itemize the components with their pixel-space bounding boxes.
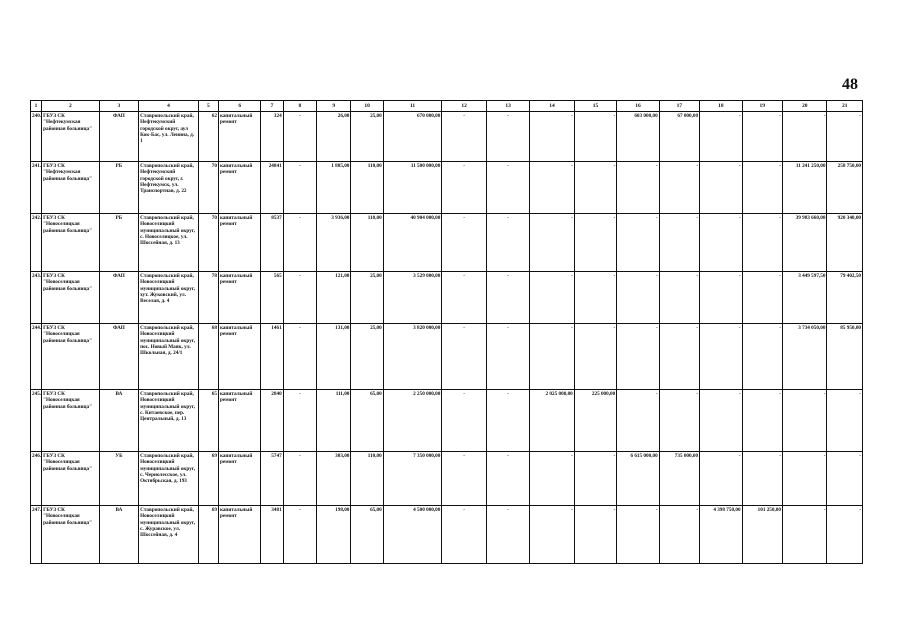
- table-cell-col2: ГБУЗ СК "Новоселицкая районная больница": [42, 506, 100, 564]
- table-cell-col1: 245.: [31, 390, 42, 452]
- table-row: [31, 324, 863, 390]
- table-cell-col5: 69: [198, 506, 218, 564]
- table-cell-col18: -: [700, 272, 742, 324]
- table-cell-col17: -: [659, 324, 699, 390]
- table-cell-col11: 11 500 000,00: [383, 162, 442, 214]
- table-cell-col15: -: [574, 324, 616, 390]
- table-cell-col7: 24841: [261, 162, 283, 214]
- table-cell-col3: РБ: [99, 162, 138, 214]
- table-cell-col16: -: [617, 324, 659, 390]
- table-cell-col5: 62: [198, 112, 218, 162]
- table-cell-col3: ФАП: [99, 112, 138, 162]
- register-table: [30, 100, 863, 564]
- table-cell-col2: ГБУЗ СК "Новоселицкая районная больница": [42, 452, 100, 506]
- table-cell-col19: -: [742, 214, 782, 272]
- table-cell-col6: капитальный ремонт: [218, 272, 260, 324]
- table-cell-col16: 6 615 000,00: [617, 452, 659, 506]
- table-cell-col10: 25,00: [351, 112, 383, 162]
- table-cell-col12: -: [442, 506, 486, 564]
- table-row: [31, 214, 863, 272]
- table-cell-col17: 735 000,00: [659, 452, 699, 506]
- table-cell-col17: 67 000,00: [659, 112, 699, 162]
- table-cell-col17: -: [659, 214, 699, 272]
- table-cell-col7: 5747: [261, 452, 283, 506]
- table-cell-col12: -: [442, 162, 486, 214]
- table-cell-col7: 565: [261, 272, 283, 324]
- table-cell-col16: 603 000,00: [617, 112, 659, 162]
- table-cell-col19: -: [742, 112, 782, 162]
- table-cell-col21: -: [827, 390, 863, 452]
- table-cell-col10: 25,00: [351, 324, 383, 390]
- table-cell-col18: 4 398 750,00: [700, 506, 742, 564]
- table-cell-col15: -: [574, 452, 616, 506]
- table-cell-col3: ФАП: [99, 272, 138, 324]
- table-cell-col20: -: [782, 506, 826, 564]
- table-cell-col8: -: [283, 324, 316, 390]
- table-cell-col1: 246.: [31, 452, 42, 506]
- column-header-18: 18: [700, 101, 742, 112]
- table-cell-col20: 3 734 050,00: [782, 324, 826, 390]
- table-cell-col9: 1 885,00: [317, 162, 351, 214]
- table-cell-col6: капитальный ремонт: [218, 324, 260, 390]
- table-cell-col19: 101 250,00: [742, 506, 782, 564]
- column-header-3: 3: [99, 101, 138, 112]
- table-cell-col6: капитальный ремонт: [218, 506, 260, 564]
- table-cell-col21: 79 402,50: [827, 272, 863, 324]
- table-cell-col21: -: [827, 112, 863, 162]
- table-row: [31, 272, 863, 324]
- column-header-11: 11: [383, 101, 442, 112]
- column-header-13: 13: [486, 101, 529, 112]
- table-cell-col5: 70: [198, 214, 218, 272]
- header-row: [31, 101, 863, 112]
- table-cell-col13: -: [486, 272, 529, 324]
- table-cell-col13: -: [486, 506, 529, 564]
- table-cell-col21: 85 950,00: [827, 324, 863, 390]
- table-cell-col11: 670 000,00: [383, 112, 442, 162]
- table-cell-col4: Ставропольский край, Новоселицкий муниципальный округ, с. Журавское, ул. Шоссейная, д. 4: [139, 506, 199, 564]
- table-cell-col17: -: [659, 272, 699, 324]
- table-cell-col13: -: [486, 214, 529, 272]
- table-cell-col4: Ставропольский край, Новоселицкий муниципальный округ, с. Новоселицкое, ул. Шоссейная, д. 13: [139, 214, 199, 272]
- table-cell-col13: -: [486, 390, 529, 452]
- table-cell-col18: -: [700, 324, 742, 390]
- table-cell-col20: -: [782, 390, 826, 452]
- table-cell-col14: -: [530, 324, 574, 390]
- table-cell-col13: -: [486, 324, 529, 390]
- table-cell-col19: -: [742, 162, 782, 214]
- table-cell-col2: ГБУЗ СК "Новоселицкая районная больница": [42, 390, 100, 452]
- table-cell-col8: -: [283, 390, 316, 452]
- table-cell-col17: -: [659, 390, 699, 452]
- table-cell-col11: 3 529 000,00: [383, 272, 442, 324]
- table-cell-col16: -: [617, 390, 659, 452]
- table-cell-col4: Ставропольский край, Нефтекумский городской округ, аул Кок-Бас, ул. Ленина, д. 1: [139, 112, 199, 162]
- table-cell-col2: ГБУЗ СК "Новоселицкая районная больница": [42, 324, 100, 390]
- table-row: [31, 390, 863, 452]
- table-cell-col15: -: [574, 214, 616, 272]
- table-cell-col6: капитальный ремонт: [218, 452, 260, 506]
- table-row: [31, 162, 863, 214]
- table-cell-col11: 4 500 000,00: [383, 506, 442, 564]
- column-header-2: 2: [42, 101, 100, 112]
- table-cell-col5: 78: [198, 272, 218, 324]
- table-cell-col15: -: [574, 112, 616, 162]
- table-cell-col5: 69: [198, 452, 218, 506]
- table-cell-col1: 240.: [31, 112, 42, 162]
- table-cell-col19: -: [742, 272, 782, 324]
- table-cell-col3: УБ: [99, 452, 138, 506]
- column-header-7: 7: [261, 101, 283, 112]
- table-cell-col1: 241.: [31, 162, 42, 214]
- table-cell-col8: -: [283, 506, 316, 564]
- table-row: [31, 112, 863, 162]
- table-cell-col8: -: [283, 162, 316, 214]
- table-cell-col18: -: [700, 214, 742, 272]
- column-header-12: 12: [442, 101, 486, 112]
- table-cell-col1: 244.: [31, 324, 42, 390]
- table-cell-col10: 65,00: [351, 506, 383, 564]
- table-cell-col16: -: [617, 214, 659, 272]
- table-cell-col6: капитальный ремонт: [218, 390, 260, 452]
- column-header-1: 1: [31, 101, 42, 112]
- table-cell-col12: -: [442, 272, 486, 324]
- table-cell-col14: -: [530, 506, 574, 564]
- table-cell-col5: 68: [198, 324, 218, 390]
- table-cell-col9: 198,00: [317, 506, 351, 564]
- table-cell-col3: ВА: [99, 506, 138, 564]
- table-cell-col10: 110,00: [351, 162, 383, 214]
- table-cell-col12: -: [442, 390, 486, 452]
- table-cell-col7: 324: [261, 112, 283, 162]
- table-cell-col6: капитальный ремонт: [218, 214, 260, 272]
- table-cell-col17: -: [659, 506, 699, 564]
- table-cell-col15: 225 000,00: [574, 390, 616, 452]
- table-cell-col14: -: [530, 452, 574, 506]
- table-cell-col3: ФАП: [99, 324, 138, 390]
- table-cell-col20: 11 241 250,00: [782, 162, 826, 214]
- table-cell-col1: 242.: [31, 214, 42, 272]
- table-cell-col21: -: [827, 452, 863, 506]
- table-cell-col12: -: [442, 214, 486, 272]
- column-header-19: 19: [742, 101, 782, 112]
- table-cell-col20: 39 983 660,00: [782, 214, 826, 272]
- table-cell-col13: -: [486, 452, 529, 506]
- table-cell-col9: 303,00: [317, 452, 351, 506]
- table-cell-col16: -: [617, 162, 659, 214]
- table-cell-col20: 3 449 597,50: [782, 272, 826, 324]
- table-cell-col11: 2 250 000,00: [383, 390, 442, 452]
- table-cell-col17: -: [659, 162, 699, 214]
- column-header-21: 21: [827, 101, 863, 112]
- table-cell-col8: -: [283, 214, 316, 272]
- table-cell-col10: 65,00: [351, 390, 383, 452]
- table-cell-col8: -: [283, 272, 316, 324]
- table-cell-col14: -: [530, 272, 574, 324]
- table-cell-col4: Ставропольский край, Нефтекумский городской округ, г. Нефтекумск, ул. Транспортная, д. 22: [139, 162, 199, 214]
- table-cell-col11: 3 820 000,00: [383, 324, 442, 390]
- page-number: 48: [842, 76, 858, 93]
- table-cell-col2: ГБУЗ СК "Новоселицкая районная больница": [42, 214, 100, 272]
- table-cell-col15: -: [574, 162, 616, 214]
- table-cell-col3: РБ: [99, 214, 138, 272]
- table-cell-col8: -: [283, 112, 316, 162]
- column-header-20: 20: [782, 101, 826, 112]
- table-cell-col13: -: [486, 162, 529, 214]
- table-cell-col7: 2840: [261, 390, 283, 452]
- column-header-4: 4: [139, 101, 199, 112]
- table-cell-col19: -: [742, 390, 782, 452]
- table-cell-col18: -: [700, 112, 742, 162]
- table-cell-col12: -: [442, 452, 486, 506]
- table-cell-col5: 65: [198, 390, 218, 452]
- table-cell-col14: -: [530, 112, 574, 162]
- table-cell-col11: 7 350 000,00: [383, 452, 442, 506]
- table-cell-col1: 243.: [31, 272, 42, 324]
- table-cell-col4: Ставропольский край, Новоселицкий муниципальный округ, хут. Жуковский, ул. Веселая, д. 4: [139, 272, 199, 324]
- table-cell-col9: 131,00: [317, 324, 351, 390]
- table-cell-col21: 920 340,00: [827, 214, 863, 272]
- table-cell-col8: -: [283, 452, 316, 506]
- table-cell-col7: 1461: [261, 324, 283, 390]
- table-cell-col2: ГБУЗ СК "Новоселицкая районная больница": [42, 272, 100, 324]
- column-header-8: 8: [283, 101, 316, 112]
- column-header-10: 10: [351, 101, 383, 112]
- table-cell-col19: -: [742, 324, 782, 390]
- table-cell-col14: -: [530, 162, 574, 214]
- table-cell-col5: 70: [198, 162, 218, 214]
- table-cell-col9: 111,00: [317, 390, 351, 452]
- table-cell-col4: Ставропольский край, Новоселицкий муниципальный округ, с. Чернолесское, ул. Октябрьская, д. 193: [139, 452, 199, 506]
- table-cell-col12: -: [442, 112, 486, 162]
- table-cell-col12: -: [442, 324, 486, 390]
- table-cell-col15: -: [574, 272, 616, 324]
- column-header-5: 5: [198, 101, 218, 112]
- table-cell-col20: -: [782, 452, 826, 506]
- table-cell-col14: -: [530, 214, 574, 272]
- table-cell-col21: 258 750,00: [827, 162, 863, 214]
- table-cell-col16: -: [617, 272, 659, 324]
- table-cell-col18: -: [700, 390, 742, 452]
- column-header-16: 16: [617, 101, 659, 112]
- table-cell-col14: 2 025 000,00: [530, 390, 574, 452]
- table-cell-col15: -: [574, 506, 616, 564]
- table-cell-col4: Ставропольский край, Новоселицкий муниципальный округ, пос. Новый Маяк, ул. Школьная, д. 24/1: [139, 324, 199, 390]
- table-cell-col20: -: [782, 112, 826, 162]
- table-cell-col6: капитальный ремонт: [218, 162, 260, 214]
- column-header-14: 14: [530, 101, 574, 112]
- table-cell-col6: капитальный ремонт: [218, 112, 260, 162]
- column-header-15: 15: [574, 101, 616, 112]
- table-cell-col11: 40 904 000,00: [383, 214, 442, 272]
- column-header-17: 17: [659, 101, 699, 112]
- table-cell-col4: Ставропольский край, Новоселицкий муниципальный округ, с. Китаевское, пер. Центральный, д. 13: [139, 390, 199, 452]
- table-cell-col2: ГБУЗ СК "Нефтекумская районная больница": [42, 162, 100, 214]
- table-cell-col2: ГБУЗ СК "Нефтекумская районная больница": [42, 112, 100, 162]
- table-cell-col21: -: [827, 506, 863, 564]
- table-cell-col16: -: [617, 506, 659, 564]
- column-header-6: 6: [218, 101, 260, 112]
- table-cell-col9: 3 936,00: [317, 214, 351, 272]
- table-cell-col18: -: [700, 162, 742, 214]
- table-cell-col13: -: [486, 112, 529, 162]
- table-cell-col7: 8537: [261, 214, 283, 272]
- table-row: [31, 452, 863, 506]
- table-cell-col7: 3481: [261, 506, 283, 564]
- table-cell-col10: 25,00: [351, 272, 383, 324]
- table-cell-col10: 110,00: [351, 214, 383, 272]
- table-cell-col9: 26,00: [317, 112, 351, 162]
- table-cell-col10: 110,00: [351, 452, 383, 506]
- table-cell-col1: 247.: [31, 506, 42, 564]
- table-cell-col19: -: [742, 452, 782, 506]
- table-row: [31, 506, 863, 564]
- table-cell-col9: 121,00: [317, 272, 351, 324]
- table-cell-col3: ВА: [99, 390, 138, 452]
- table-cell-col18: -: [700, 452, 742, 506]
- column-header-9: 9: [317, 101, 351, 112]
